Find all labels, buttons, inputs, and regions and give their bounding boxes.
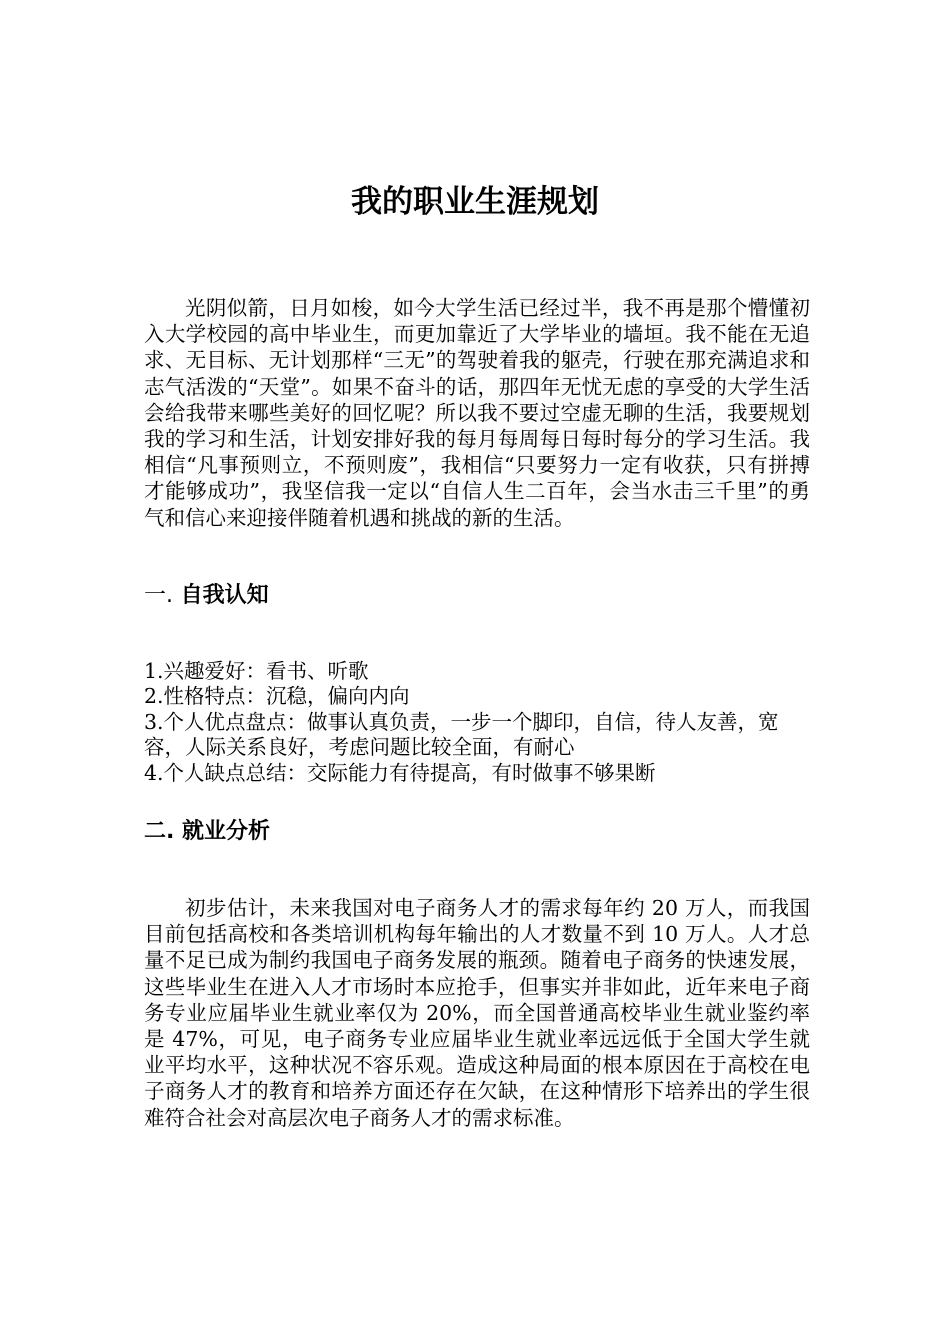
section-heading-employment-analysis (144, 815, 270, 849)
list-item: 4.个人缺点总结：交际能力有待提高，有时做事不够果断 (144, 760, 656, 785)
list-item: 3.个人优点盘点：做事认真负责，一步一个脚印，自信，待人友善，宽容，人际关系良好，考虑问题比较全面，有耐心 (144, 709, 779, 760)
employment-analysis-paragraph: 初步估计，未来我国对电子商务人才的需求每年约 20 万人，而我国目前包括高校和各类培训机构每年输出的人才数量不到 10 万人。人才总量不足已成为制约我国电子商务发展的瓶颈。随着电子商务的快速发展，这些毕业生在进入人才市场时本应抢手，但事实并非如此，近年来电子商务专业应届毕业生就业率仅为 20%，而全国普通高校毕业生就业鉴约率是 47%，可见，电子商务专业应届毕业生就业率远远低于全国大学生就业平均水平，这种状况不容乐观。造成这种局面的根本原因在于高校在电子商务人才的教育和培养方面还存在欠缺，在这种情形下培养出的学生很难符合社会对高层次电子商务人才的需求标准。 (144, 896, 810, 1130)
document-title: 我的职业生涯规划 (351, 184, 599, 220)
section-heading-self-awareness (144, 579, 269, 613)
section-number: 二. (144, 819, 175, 844)
intro-paragraph: 光阴似箭，日月如梭，如今大学生活已经过半，我不再是那个懵懂初入大学校园的高中毕业生，而更加靠近了大学毕业的墙垣。我不能在无追求、无目标、无计划那样“三无”的驾驶着我的躯壳，行驶在那充满追求和志气活泼的“天堂”。如果不奋斗的话，那四年无忧无虑的享受的大学生活会给我带来哪些美好的回忆呢？所以我不要过空虚无聊的生活，我要规划我的学习和生活，计划安排好我的每月每周每日每时每分的学习生活。我相信“凡事预则立，不预则废”，我相信“只要努力一定有收获，只有拼搏才能够成功”，我坚信我一定以“自信人生二百年，会当水击三千里”的勇气和信心来迎接伴随着机遇和挑战的新的生活。 (144, 296, 810, 530)
section-number: 一. (144, 583, 173, 608)
section-title: 自我认知 (180, 583, 269, 608)
self-awareness-list (144, 659, 810, 786)
section-title: 就业分析 (182, 819, 271, 844)
list-item: 2.性格特点：沉稳，偏向内向 (144, 684, 410, 709)
list-item: 1.兴趣爱好：看书、听歌 (144, 659, 369, 683)
